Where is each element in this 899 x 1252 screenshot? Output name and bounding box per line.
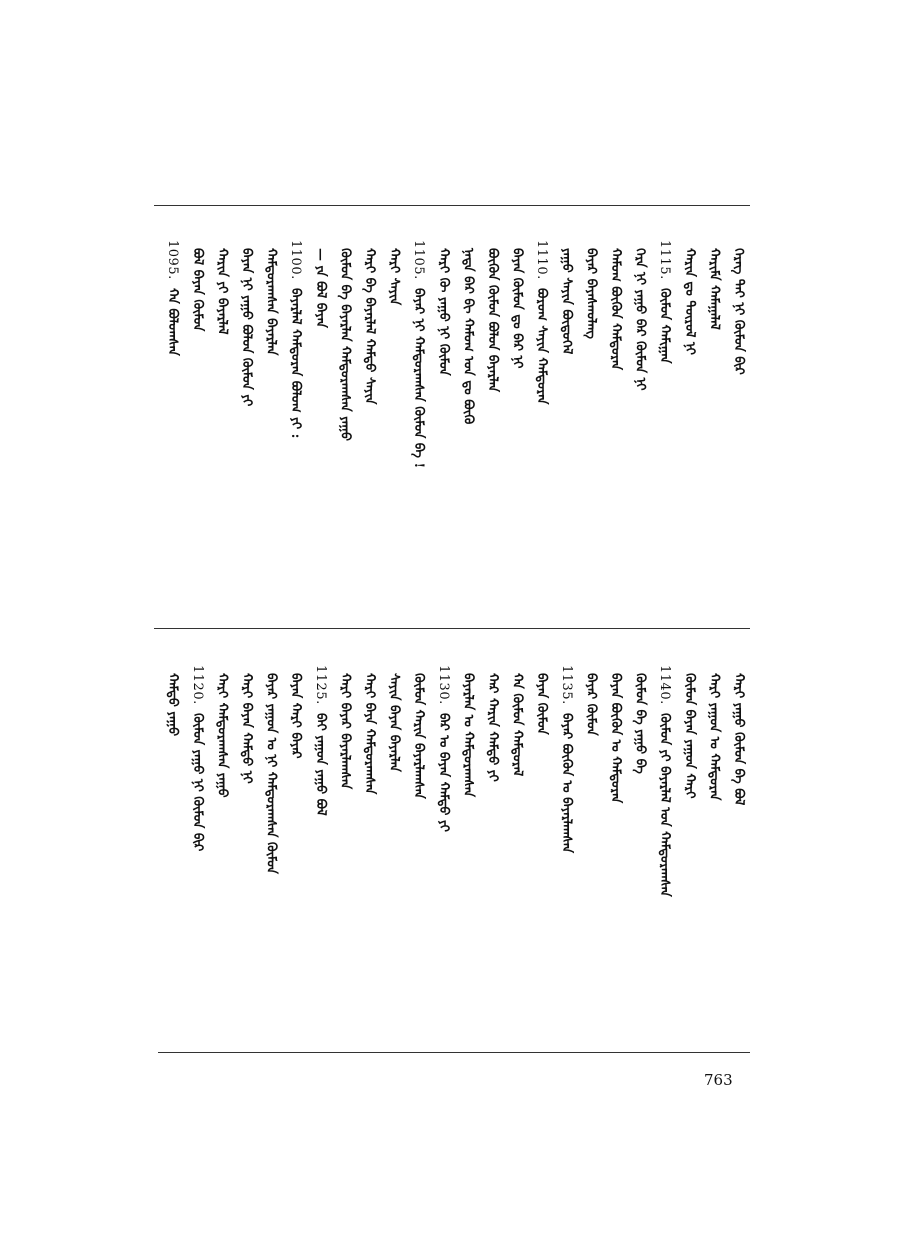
text-line [457,240,479,424]
line-number: 1120. [189,665,205,705]
text-line [482,240,504,392]
verse-text: ᠪᠠᠶᠠᠨ ᠨᠢ ᠶᠠᠭᠤ ᠪᠤᠯᠤᠨ ᠬᠦᠮᠦᠨ ᠶᠢ [239,248,254,407]
verse-text: ᠬᠦᠮᠦᠨ ᠶᠠᠭᠤ ᠨᠢ ᠬᠦᠮᠦᠨ ᠪᠢᠷ [189,712,205,852]
bottom-text-block [150,665,750,1025]
verse-text: ᠬᠠᠮᠲᠤᠷᠠᠭᠰᠠᠨ ᠪᠠᠶᠠᠷᠯᠠᠨ [263,248,279,356]
verse-text: ᠪᠠᠶᠠᠨ ᠬᠦᠮᠦᠨ [534,673,550,735]
verse-text: ᠪᠦᠬᠦᠨ ᠬᠦᠮᠦᠨ ᠪᠤᠯᠤᠨ ᠪᠠᠶᠠᠷᠯᠠᠨ [485,248,500,393]
verse-text: ᠪᠠᠶᠠᠨ ᠪᠦᠬᠦᠨ ᠤ ᠬᠠᠮᠲᠤᠷᠠᠨ [608,673,623,804]
text-line [703,665,725,800]
verse-text: ᠬᠠᠷᠢᠨ ᠳᠤ ᠲᠦᠷᠦᠯ ᠨᠢ [681,248,697,355]
text-line [556,665,578,853]
verse-text: ᠬᠠᠷᠢ ᠰᠠᠶᠢᠨ [386,248,402,306]
text-line [679,240,701,355]
verse-text: — ᠶᠠ ᠪᠤᠯ ᠪᠠᠶᠠᠨ [312,248,328,328]
line-number: 1130. [435,665,451,705]
line-number: 1100. [288,240,304,280]
verse-text: ᠪᠠᠶᠠᠷ ᠨᠢ ᠬᠠᠮᠲᠤᠷᠠᠭᠰᠠᠨ ᠬᠦᠮᠦᠨ ᠪᠡ ! [411,287,427,468]
verse-text: ᠬᠠᠷᠢᠨ ᠶᠢ ᠪᠠᠶᠠᠷᠯᠠᠯ [214,248,230,335]
text-line [507,665,529,776]
text-line [236,665,258,784]
text-line [507,240,529,368]
top-text-block [150,240,750,600]
verse-text: ᠬᠡᠷᠡ ᠨᠢ ᠶᠠᠭᠤ ᠪᠡᠷ ᠬᠦᠮᠦᠨ ᠨᠢ [632,248,648,391]
text-line [310,665,332,815]
page-number: 763 [704,1071,733,1089]
text-line [408,665,430,799]
text-line [605,665,627,803]
verse-text: ᠬᠠᠮᠲᠤ ᠶᠠᠭᠤ [165,673,181,737]
bottom-rule [158,1052,750,1053]
text-line [482,665,504,782]
text-line [211,665,233,798]
verse-text: ᠬᠠ ᠪᠤᠯᠤᠭᠰᠠᠨ [165,287,181,356]
text-line [334,240,356,441]
top-rule [154,205,750,206]
verse-text: ᠬᠠᠷᠢ ᠬᠦ ᠶᠠᠭᠤ ᠨᠢ ᠬᠦᠮᠦᠨ [435,248,451,376]
text-line [261,665,283,874]
text-line [236,240,258,406]
text-line [457,665,479,797]
text-line [630,665,652,774]
text-line [211,240,233,335]
verse-text: ᠪᠤᠷᠤᠭ ᠰᠠᠶᠢᠨ ᠬᠠᠮᠲᠤᠷᠠᠨ [534,287,550,405]
text-line [679,665,701,798]
text-line [359,665,381,794]
text-line [728,240,750,375]
text-line [408,240,430,468]
verse-text: ᠪᠠᠶᠠᠷᠯᠠᠯ ᠬᠠᠮᠲᠤᠷᠠᠨ ᠪᠤᠯᠤᠭ ᠶᠢ : [288,287,304,439]
verse-text: ᠪᠠᠷ ᠤ ᠪᠠᠶᠠᠨ ᠬᠠᠮᠲᠤ ᠶᠢ [435,712,451,832]
text-line [605,240,627,370]
line-number: 1140. [657,665,673,705]
text-line [384,665,406,772]
line-number: 1105. [411,240,427,280]
verse-text: ᠬᠠᠷᠢ ᠶᠠᠭᠤᠨ ᠤ ᠬᠠᠮᠲᠤᠷᠠᠨ [706,673,722,801]
text-line [703,240,725,330]
verse-text: ᠪᠠᠶ ᠶᠠᠭᠤᠨ ᠶᠠᠭᠤ ᠪᠤᠯ [312,712,328,816]
verse-text: ᠬᠠᠷᠢ ᠪᠠᠶᠠᠨ ᠬᠠᠮᠲᠤ ᠨᠢ [239,673,254,784]
text-line [654,665,676,897]
verse-text: ᠬᠠᠷᠢ ᠪᠡ ᠪᠠᠶᠠᠷᠯᠠᠯ ᠬᠠᠮᠲᠤ ᠰᠠᠶᠢᠨ [362,248,377,405]
verse-text: ᠬᠠᠷᠢ ᠬᠠᠮᠲᠤᠷᠠᠭᠰᠠᠨ ᠶᠠᠭᠤ [214,673,230,798]
middle-rule [154,628,750,629]
text-line [334,665,356,789]
text-line [433,665,455,832]
verse-text: ᠬᠦᠮᠦᠨ ᠪᠡ ᠶᠠᠭᠤ ᠪᠡ [632,673,648,774]
verse-text: ᠬᠠᠮᠤᠭ ᠪᠦᠬᠦᠨ ᠬᠠᠮᠲᠤᠷᠠᠨ [608,248,623,371]
text-line [162,240,184,356]
verse-text: ᠬᠦᠮᠦᠨ ᠬᠠᠮᠢᠭᠠᠨ [657,287,673,364]
verse-text: ᠬᠠᠷ ᠬᠠᠷᠢᠨ ᠬᠠᠮᠲᠤ ᠶᠢ [485,673,500,782]
text-line [384,240,406,305]
text-line [580,240,602,339]
text-line [187,240,209,331]
verse-text: ᠨᠠᠳᠠ ᠪᠡᠷ ᠪᠢ ᠬᠠᠮᠤᠭ ᠤᠨ ᠳᠤ ᠪᠦᠬᠦ [460,248,476,425]
verse-text: ᠰᠠᠶᠢᠨ ᠪᠠᠶᠠᠨ ᠪᠠᠶᠠᠷᠯᠠᠨ [386,673,402,772]
verse-text: ᠪᠤᠯ ᠪᠠᠶᠠᠨ ᠬᠦᠮᠦᠨ [189,248,205,332]
text-line [728,665,750,805]
verse-text: ᠪᠠᠶᠠᠷᠯᠠᠨ ᠤ ᠬᠠᠮᠲᠤᠷᠠᠭᠰᠠᠨ [460,673,476,798]
verse-text: ᠶᠠᠭᠤ ᠰᠠᠶᠢᠨ ᠪᠦᠲᠦᠭᠡᠯ [558,248,574,355]
line-number: 1095. [165,240,181,280]
verse-text: ᠬᠠᠷᠢ ᠶᠠᠭᠤ ᠬᠦᠮᠦᠨ ᠪᠠ ᠪᠤᠯ [731,673,746,806]
text-line [187,665,209,851]
line-number: 1115. [657,240,673,280]
line-number: 1135. [558,665,574,705]
line-number: 1110. [534,240,550,280]
text-line [531,240,553,404]
verse-text: ᠪᠠᠶᠠᠷ ᠪᠦᠬᠦᠨ ᠤ ᠪᠠᠶᠠᠷᠯᠠᠭᠰᠠᠨ [558,712,574,853]
verse-text: ᠬᠠᠷᠢ ᠪᠠᠶᠠᠷ ᠪᠠᠶᠠᠷᠯᠠᠭᠰᠠᠨ [337,673,353,790]
verse-text: ᠪᠠᠶᠠᠷ ᠬᠦᠮᠦᠨ [583,673,599,736]
text-line [556,240,578,354]
text-line [580,665,602,736]
text-line [285,240,307,438]
text-line [433,240,455,376]
text-line [531,665,553,735]
text-line [261,240,283,355]
verse-text: ᠪᠠᠶᠠᠷ ᠪᠠᠶᠠᠰᠬᠤᠯᠠᠩ [583,248,599,339]
text-line [654,240,676,363]
verse-text: ᠬᠦᠮᠦᠨ ᠪᠡ ᠪᠠᠶᠠᠷᠯᠠᠨ ᠬᠠᠮᠲᠤᠷᠠᠭᠰᠠᠨ ᠶᠠᠭᠤ [337,248,353,441]
verse-text: ᠬᠦᠮᠦᠨ ᠶᠢ ᠪᠠᠶᠠᠷᠯᠠᠯ ᠤᠨ ᠬᠠᠮᠲᠤᠷᠠᠭᠰᠠᠨ [657,712,673,897]
verse-text: ᠬᠠᠷᠢᠮᠠ ᠬᠠᠮᠠᠭᠠᠯᠠᠯ [706,248,722,330]
verse-text: ᠬᠦᠮᠦᠨ ᠬᠠᠷᠢᠨ ᠪᠠᠶᠠᠷᠯᠠᠭᠰᠠᠨ [411,673,427,799]
verse-text: ᠪᠠᠶᠠᠨ ᠬᠦᠮᠦᠨ ᠳᠤ ᠪᠡᠷ ᠨᠢ [509,248,525,369]
verse-text: ᠬᠠ ᠬᠦᠮᠦᠨ ᠬᠠᠮᠲᠤᠷᠠᠯ [509,673,525,777]
text-line [285,665,307,758]
text-line [310,240,332,328]
verse-text: ᠬᠦᠮᠦᠨ ᠪᠠᠶᠠᠨ ᠶᠠᠭᠤᠨ ᠬᠠᠷᠢ [681,673,697,799]
text-line [630,240,652,391]
text-line [162,665,184,736]
verse-text: ᠪᠠᠶᠠᠷ ᠶᠠᠭᠤᠨ ᠤ ᠨᠢ ᠬᠠᠮᠲᠤᠷᠠᠭᠰᠠᠨ ᠬᠦᠮᠦᠨ [263,673,279,874]
verse-text: ᠬᠠᠷᠢ ᠪᠡᠶᠡ ᠬᠠᠮᠲᠤᠷᠠᠭᠰᠠᠨ [362,673,377,795]
text-line [359,240,381,404]
line-number: 1125. [312,665,328,705]
verse-text: ᠬᠡᠷᠡᠭ ᠲᠡᠢ ᠨᠢ ᠬᠦᠮᠦᠨ ᠪᠢᠷ [731,248,746,375]
verse-text: ᠪᠠᠶᠠᠨ ᠬᠠᠷᠢ ᠪᠠᠶᠠᠷ [288,673,304,759]
